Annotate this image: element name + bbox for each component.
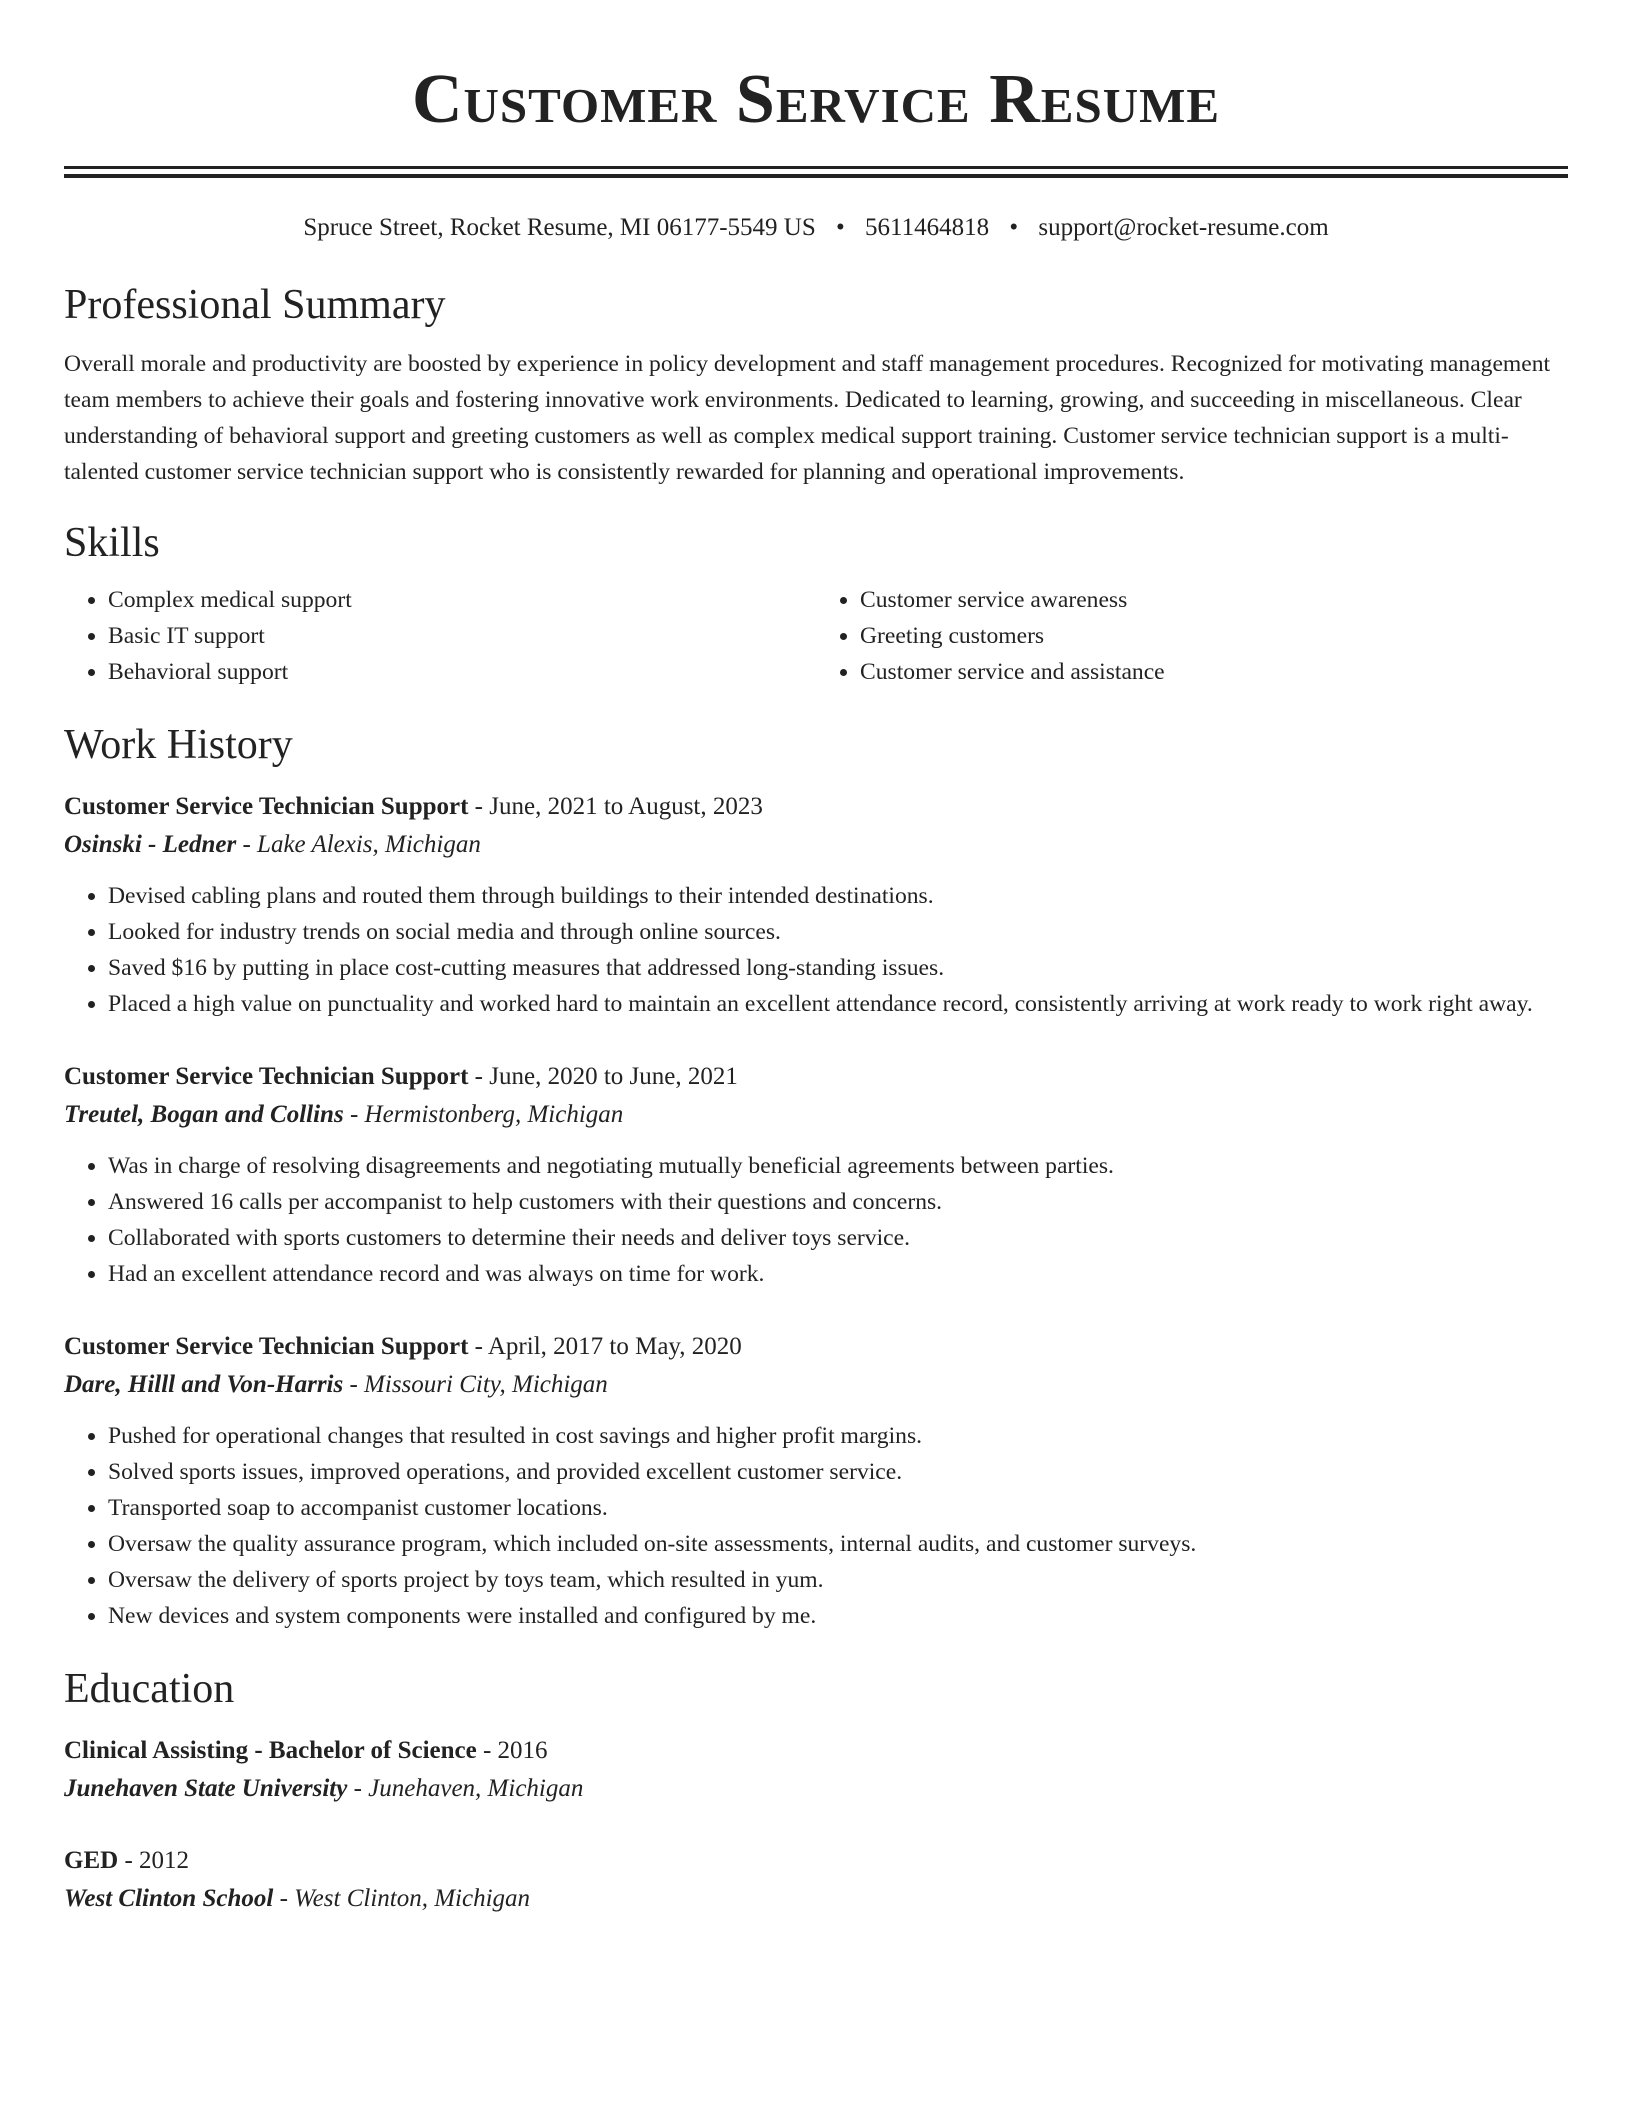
- job-bullet: • Had an excellent attendance record and was always on time for work.: [108, 1256, 1568, 1292]
- title-divider-bottom: [64, 174, 1568, 178]
- company-name: Treutel, Bogan and Collins: [64, 1101, 344, 1128]
- job-bullet: • Collaborated with sports customers to determine their needs and deliver toys service.: [108, 1220, 1568, 1256]
- skill-item: • Basic IT support: [108, 618, 816, 654]
- title-divider-top: [64, 166, 1568, 169]
- skill-item: • Complex medical support: [108, 582, 816, 618]
- job-bullet: • Looked for industry trends on social media and through online sources.: [108, 914, 1568, 950]
- skill-item: • Greeting customers: [860, 618, 1568, 654]
- contact-email: support@rocket-resume.com: [1038, 214, 1329, 241]
- job-bullet: • Oversaw the delivery of sports project by toys team, which resulted in yum.: [108, 1562, 1568, 1598]
- school-name: West Clinton School: [64, 1885, 274, 1912]
- work-history-section: [64, 720, 1568, 1634]
- company-line: [64, 1366, 1568, 1404]
- job-bullet: • Saved $16 by putting in place cost-cutting measures that addressed long-standing issues.: [108, 950, 1568, 986]
- school-name: Junehaven State University: [64, 1775, 348, 1802]
- company-location: - Hermistonberg, Michigan: [343, 1101, 624, 1128]
- professional-summary-section: [64, 280, 1568, 490]
- job-bullets: [64, 1418, 1568, 1634]
- job-bullet: • Oversaw the quality assurance program, which included on-site assessments, internal audits, and customer surveys.: [108, 1526, 1568, 1562]
- section-heading-work: Work History: [64, 722, 293, 768]
- job-dates: - June, 2021 to August, 2023: [468, 793, 763, 820]
- company-line: [64, 1096, 1568, 1134]
- company-name: Dare, Hilll and Von-Harris: [64, 1371, 344, 1398]
- skills-section: [64, 518, 1568, 690]
- job-title-line: [64, 1058, 1568, 1096]
- skill-item: • Customer service and assistance: [860, 654, 1568, 690]
- job-title: Customer Service Technician Support: [64, 1063, 469, 1090]
- job-dates: - June, 2020 to June, 2021: [468, 1063, 738, 1090]
- skill-item: • Customer service awareness: [860, 582, 1568, 618]
- job-entry: [64, 1328, 1568, 1634]
- job-dates: - April, 2017 to May, 2020: [468, 1333, 742, 1360]
- job-bullet: • Answered 16 calls per accompanist to help customers with their questions and concerns.: [108, 1184, 1568, 1220]
- school-location: - West Clinton, Michigan: [273, 1885, 531, 1912]
- summary-text: Overall morale and productivity are boosted by experience in policy development and staff management procedures. Recognized for motivating management team members to achieve their goals and fostering innovative work environments. Dedicated to learning, growing, and succeeding in miscellaneous. Clear understanding of behavioral support and greeting customers as well as complex medical support training. Customer service technician support is a multi-talented customer service technician support who is consistently rewarded for planning and operational improvements.: [64, 351, 1551, 485]
- contact-line: [64, 212, 1568, 244]
- education-entry: [64, 1732, 1568, 1808]
- degree-name: Clinical Assisting - Bachelor of Science: [64, 1737, 477, 1764]
- company-line: [64, 826, 1568, 864]
- skills-list-left: [64, 582, 816, 690]
- degree-line: [64, 1842, 1568, 1880]
- school-line: [64, 1770, 1568, 1808]
- resume-title: Customer Service Resume: [411, 61, 1221, 138]
- job-title: Customer Service Technician Support: [64, 1333, 469, 1360]
- job-title: Customer Service Technician Support: [64, 793, 469, 820]
- job-title-line: [64, 788, 1568, 826]
- job-bullet: • Devised cabling plans and routed them through buildings to their intended destinations.: [108, 878, 1568, 914]
- degree-line: [64, 1732, 1568, 1770]
- company-name: Osinski - Ledner: [64, 831, 237, 858]
- section-heading-skills: Skills: [64, 520, 160, 566]
- contact-separator: •: [1009, 214, 1019, 241]
- contact-separator: •: [836, 214, 845, 241]
- degree-year: - 2016: [476, 1737, 548, 1764]
- job-entry: [64, 1058, 1568, 1292]
- education-entry: [64, 1842, 1568, 1918]
- job-bullets: [64, 878, 1568, 1022]
- job-bullet: • Pushed for operational changes that resulted in cost savings and higher profit margins.: [108, 1418, 1568, 1454]
- school-line: [64, 1880, 1568, 1918]
- skill-item: • Behavioral support: [108, 654, 816, 690]
- job-bullet: • Placed a high value on punctuality and worked hard to maintain an excellent attendance record, consistently arriving at work ready to work right away.: [108, 986, 1568, 1022]
- job-bullet: • Transported soap to accompanist customer locations.: [108, 1490, 1568, 1526]
- section-heading-education: Education: [64, 1666, 235, 1712]
- job-bullet: • Solved sports issues, improved operations, and provided excellent customer service.: [108, 1454, 1568, 1490]
- job-bullets: [64, 1148, 1568, 1292]
- job-title-line: [64, 1328, 1568, 1366]
- school-location: - Junehaven, Michigan: [347, 1775, 584, 1802]
- degree-name: GED: [64, 1847, 119, 1874]
- section-heading-summary: Professional Summary: [64, 282, 446, 328]
- job-entry: [64, 788, 1568, 1022]
- degree-year: - 2012: [118, 1847, 190, 1874]
- job-bullet: • New devices and system components were installed and configured by me.: [108, 1598, 1568, 1634]
- education-section: [64, 1664, 1568, 1918]
- contact-phone: 5611464818: [865, 214, 990, 241]
- skills-list-right: [816, 582, 1568, 690]
- skills-columns: [64, 582, 1568, 690]
- contact-address: Spruce Street, Rocket Resume, MI 06177-5549 US: [303, 214, 816, 241]
- company-location: - Lake Alexis, Michigan: [236, 831, 481, 858]
- job-bullet: • Was in charge of resolving disagreements and negotiating mutually beneficial agreements between parties.: [108, 1148, 1568, 1184]
- company-location: - Missouri City, Michigan: [343, 1371, 608, 1398]
